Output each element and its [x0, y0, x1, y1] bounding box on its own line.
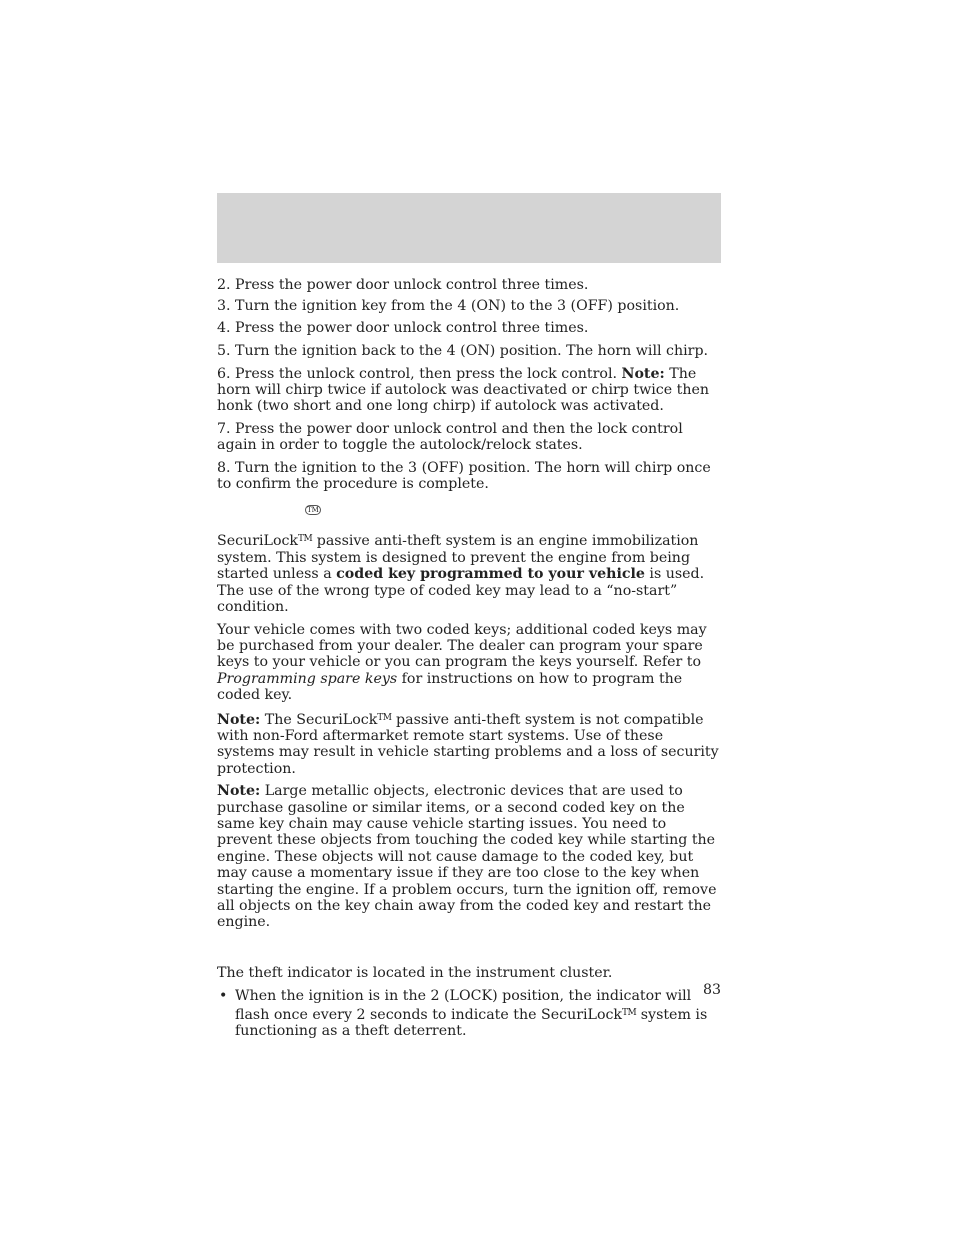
securilock-heading: [217, 504, 722, 518]
remote-start-note-text: The SecuriLock: [260, 711, 378, 728]
step-5: 5. Turn the ignition back to the 4 (ON) position. The horn will chirp.: [217, 343, 709, 360]
theft-indicator-intro: The theft indicator is located in the instrument cluster.: [217, 964, 613, 981]
metallic-objects-note: [217, 783, 722, 931]
coded-key-emphasis: coded key programmed to your vehicle: [336, 566, 645, 583]
step-8: 8. Turn the ignition to the 3 (OFF) position. The horn will chirp once to confirm the procedure is complete.: [217, 459, 711, 493]
step-7: 7. Press the power door unlock control and then the lock control again in order to toggle the autolock/relock states.: [217, 420, 683, 454]
step-2: 2. Press the power door unlock control three times.: [217, 277, 589, 293]
securilock-intro-text: passive anti-theft system is an engine immobilization system. This system is designed to prevent the engine from being started unless a: [217, 533, 699, 583]
trademark-symbol: TM: [298, 534, 313, 545]
theft-indicator-bullet: [217, 988, 722, 1039]
trademark-symbol: TM: [622, 1007, 637, 1018]
theft-indicator-bullet-tail: system is functioning as a theft deterrent.: [235, 1006, 708, 1040]
step-6-note-text: The horn will chirp twice if autolock was deactivated or chirp twice then honk (two short and one long chirp) if autolock was activated.: [217, 365, 709, 415]
section-header-band: [217, 193, 721, 263]
trademark-symbol: TM: [377, 712, 392, 723]
remote-start-note: [217, 710, 722, 778]
note-label: Note:: [217, 783, 261, 800]
page-number: 83: [702, 982, 721, 998]
step-6-text: 6. Press the unlock control, then press the lock control.: [217, 365, 622, 382]
theft-indicator-heading-space: [217, 937, 722, 965]
theft-indicator-bullet-text: When the ignition is in the 2 (LOCK) position, the indicator will flash once every 2 seconds to indicate the SecuriLock: [235, 988, 692, 1023]
note-label: Note:: [217, 711, 261, 728]
coded-keys-paragraph: [217, 622, 722, 704]
trademark-symbol: TM: [307, 506, 319, 515]
metallic-objects-note-text: Large metallic objects, electronic devices that are used to purchase gasoline or similar items, or a second coded key on the same key chain may cause vehicle starting issues. You need to prevent these objects from touching the coded key while starting the engine. These objects will not cause damage to the coded key, but may cause a momentary issue if they are too close to the key when starting the engine. If a problem occurs, turn the ignition off, remove all objects on the key chain away from the coded key and restart the engine.: [217, 783, 717, 931]
securilock-name: SecuriLock: [217, 533, 299, 550]
step-6: [217, 366, 722, 415]
securilock-intro-tail: is used. The use of the wrong type of coded key may lead to a “no-start” condition.: [217, 566, 705, 616]
securilock-intro-paragraph: [217, 531, 722, 615]
page-content: [217, 277, 722, 1039]
bullet-dot: •: [219, 988, 228, 1005]
coded-keys-tail: for instructions on how to program the coded key.: [217, 670, 683, 704]
coded-keys-text: Your vehicle comes with two coded keys; additional coded keys may be purchased from your dealer. The dealer can program your spare keys to your vehicle or you can program the keys yourself. Refer to: [217, 621, 707, 671]
programming-spare-keys-reference: Programming spare keys: [217, 670, 398, 687]
remote-start-note-tail: passive anti-theft system is not compatible with non-Ford aftermarket remote start systems. Use of these systems may result in vehicle starting problems and a loss of security protection.: [217, 711, 719, 777]
step-4: 4. Press the power door unlock control three times.: [217, 319, 589, 336]
step-3: 3. Turn the ignition key from the 4 (ON) to the 3 (OFF) position.: [217, 298, 680, 315]
step-6-note-label: Note:: [621, 365, 665, 382]
